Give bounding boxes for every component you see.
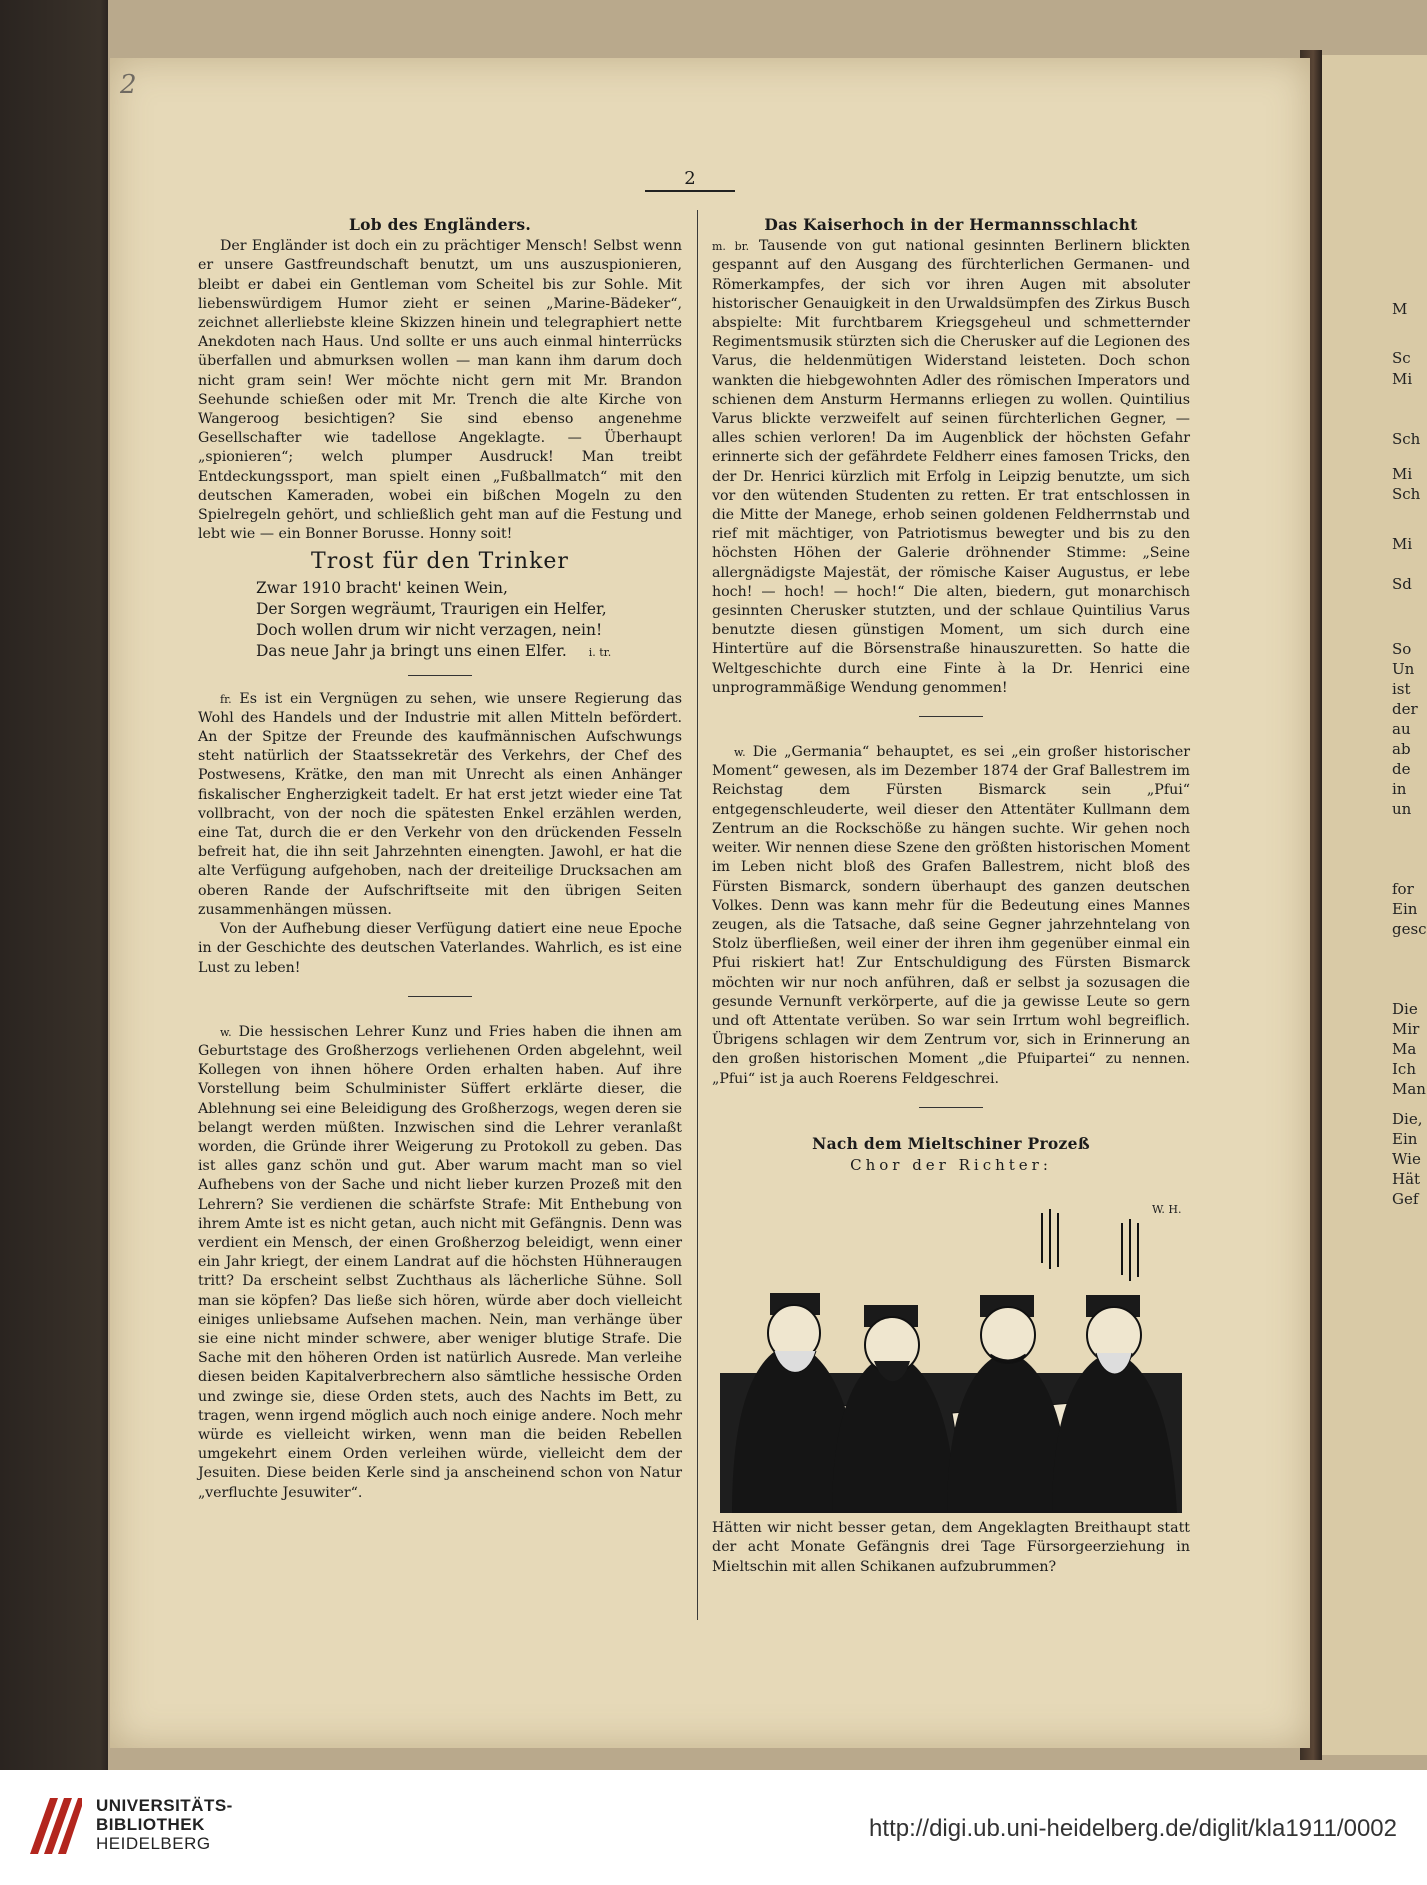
next-page-fragment: der bbox=[1392, 700, 1418, 718]
article-body: Der Engländer ist doch ein zu prächtiger Mensch! Selbst wenn er unsere Gastfreundschaft benutzt, um uns auszuspionieren, bleibt er dabei ein Gentleman vom Scheitel bis zur Sohle. Mit liebenswürdigem Humor zieht er seinen „Marine-Bädeker“, zeichnet allerliebste kleine Skizzen hinein und telegraphiert nette Anekdoten nach Haus. Und sollte er uns auch einmal hinterrücks überfallen und abmurksen wollen — man kann ihm darum doch nicht gram sein! Wer möchte nicht gern mit Mr. Brandon Seehunde schießen oder mit Mr. Trench die alte Kirche von Wangeroog besichtigen? Sie sind ebenso angenehme Gesellschafter wie tadellose Angeklagte. — Überhaupt „spionieren“; welch plumper Ausdruck! Man treibt Entdeckungssport, man spielt einen „Fußballmatch“ mit den deutschen Kameraden, wobei ein bißchen Mogeln zu den Spielregeln gehört, und schließlich geht man auf die Festung und lebt wie — ein Bonner Borusse. Honny soit! bbox=[198, 238, 682, 543]
next-page-fragment: Sch bbox=[1392, 430, 1421, 448]
pencil-page-mark: 2 bbox=[120, 70, 137, 100]
illustration-signature: W. H. bbox=[1152, 1203, 1182, 1217]
source-url-link[interactable]: http://digi.ub.uni-heidelberg.de/diglit/kla1911/0002 bbox=[869, 1815, 1397, 1842]
next-page-fragment: Sd bbox=[1392, 575, 1412, 593]
left-column bbox=[198, 215, 682, 1503]
next-page-fragment: ab bbox=[1392, 740, 1411, 758]
library-logo-icon bbox=[24, 1794, 84, 1858]
article-byline: fr. bbox=[220, 692, 232, 706]
article-paragraph: Die „Germania“ behauptet, es sei „ein großer historischer Moment“ gewesen, als im Dezember 1874 der Graf Ballestrem im Reichstag dem Fürsten Bismarck sein „Pfui“ entgegenschleuderte, weil dieser den Attentäter Kullmann dem Zentrum an die Rockschöße zu hängen suchte. Wir gehen noch weiter. Wir nennen diese Szene den größten historischen Moment im Leben nicht bloß des Grafen Ballestrem, nicht bloß des Fürsten Bismarck, sondern überhaupt des ganzen deutschen Volkes. Denn was kann mehr für die Bedeutung eines Mannes zeugen, als die Tatsache, daß seine Gegner jahrzehntelang von Stolz überfließen, weil einer der ihren ihm gegenüber einmal ein Pfui riskiert hat! Zur Entschuldigung des Fürsten Bismarck möchten wir nur noch anführen, daß er selbst ja sozusagen die gesunde Vernunft verkörperte, auf die ja gewisse Leute so gern und oft Attentate verüben. So war sein Irrtum wohl begreiflich. Übrigens schlagen wir dem Zentrum vor, sich in Erinnerung an den großen historischen Moment „die Pfuipartei“ zu nennen. „Pfui“ ist ja auch Roerens Feldgeschrei. bbox=[712, 744, 1191, 1087]
next-page-fragment: Mi bbox=[1392, 465, 1413, 483]
poem-signature: i. tr. bbox=[588, 645, 612, 659]
next-page-fragment: Mi bbox=[1392, 370, 1413, 388]
next-page-fragment: Gef bbox=[1392, 1190, 1419, 1208]
next-page-fragment: Un bbox=[1392, 660, 1415, 678]
article-paragraph: Die hessischen Lehrer Kunz und Fries haben die ihnen am Geburtstage des Großherzogs verliehenen Orden abgelehnt, weil Kollegen von ihnen höhere Orden erhalten haben. Auf ihre Vorstellung beim Schulminister Süffert erklärte dieser, die Ablehnung sei eine Beleidigung des Großherzogs, wegen deren sie belangt werden müßten. Inzwischen sind die Lehrer veranlaßt worden, die Gründe ihrer Weigerung zu Protokoll zu geben. Das ist alles ganz schön und gut. Aber warum macht man so viel Aufhebens von der Sache und nicht lieber kurzen Prozeß mit den Lehrern? Sie verdienen die schärfste Strafe: Mit Enthebung von ihrem Amte ist es nicht getan, auch nicht mit Gefängnis. Denn was verdient ein Mensch, der einen Großherzog beleidigt, wenn einer ein Jahr kriegt, der einem Landrat auf die höchsten Hühneraugen tritt? Da erscheint selbst Zuchthaus als lächerliche Sühne. Soll man sie köpfen? Das ließe sich hören, würde aber doch vielleicht einiges unliebsame Aufsehen machen. Nein, man verhänge über sie eine nicht minder schwere, aber weniger blutige Strafe. Die Sache mit den höheren Orden ist natürlich Ausrede. Man verleihe diesen beiden Kapitalverbrechern also sämtliche hessische Orden und zwinge sie, diese Orden stets, auch des Nachts im Bett, zu tragen, wenn irgend möglich auch noch einige andere. Noch mehr würde es vielleicht wirken, wenn man die beiden Rebellen umgekehrt einem Orden verleihen würde, vielleicht dem der Jesuiten. Diese beiden Kerle sind ja anscheinend schon von Natur „verfluchte Jesuwiter“. bbox=[198, 1023, 683, 1501]
next-page-fragment: Ma bbox=[1392, 1040, 1417, 1058]
cartoon-illustration bbox=[712, 1183, 1190, 1513]
separator bbox=[919, 716, 983, 717]
next-page-fragment: Ein bbox=[1392, 900, 1418, 918]
separator bbox=[408, 996, 472, 997]
next-page-fragment: gesc bbox=[1392, 920, 1427, 938]
next-page-fragment: Ich bbox=[1392, 1060, 1416, 1078]
poem-title: Trost für den Trinker bbox=[311, 549, 569, 575]
library-logo-text bbox=[96, 1796, 233, 1853]
page-number: 2 bbox=[684, 168, 696, 189]
separator bbox=[408, 675, 472, 676]
article-paragraph: Tausende von gut national gesinnten Berlinern blickten gespannt auf den Ausgang des fürchterlichen Germanen- und Römerkampfes, der sich vor ihren Augen mit absoluter historischer Genauigkeit in den Urwaldsümpfen des Zirkus Busch abspielte: Mit furchtbarem Kriegsgeheul und schmetternder Regimentsmusik stürzten sich die Cherusker auf die Legionen des Varus, die heldenmütigen Widerstand leisteten. Doch schon wankten die hiebgewohnten Adler des römischen Imperators und schienen dem Ansturm Hermanns erliegen zu wollen. Quintilius Varus blickte verzweifelt auf seinen fürchterlichen Gegner, — alles schien verloren! Da im Augenblick der höchsten Gefahr erinnerte sich der gefährdete Feldherr eines famosen Tricks, den der Dr. Henrici kürzlich mit Erfolg in Leipzig benutzte, um sich vor den wütenden Studenten zu retten. Er trat entschlossen in die Mitte der Manege, erhob seinen goldenen Feldherrnstab und rief mit mächtiger, von Patriotismus bewegter und bis zu den höchsten Höhen der Galerie dröhnender Stimme: „Seine allergnädigste Majestät, der römische Kaiser Augustus, er lebe hoch! — hoch! — hoch!“ Die alten, biedern, gut monarchisch gesinnten Cherusker stutzten, und der schlaue Quintilius Varus benutzte diesen günstigen Moment, um sich durch eine Hintertüre auf die Börsenstraße hinauszuretten. So hatte die Weltgeschichte durch eine Finte à la Dr. Henrici eine unprogrammäßige Wendung genommen! bbox=[712, 238, 1190, 696]
right-column bbox=[712, 215, 1190, 1577]
next-page-fragment: un bbox=[1392, 800, 1412, 818]
logo-line: UNIVERSITÄTS- bbox=[96, 1796, 233, 1815]
next-page-fragment: Hät bbox=[1392, 1170, 1421, 1188]
column-divider bbox=[697, 210, 698, 1620]
article-body bbox=[198, 1023, 682, 1503]
cartoon-caption: Hätten wir nicht besser getan, dem Angeklagten Breithaupt statt der acht Monate Gefängnis drei Tage Fürsorgeerziehung in Mieltschin mit allen Schikanen aufzubrummen? bbox=[712, 1520, 1190, 1575]
article-title: Lob des Engländers. bbox=[348, 215, 532, 234]
article-body bbox=[198, 690, 682, 920]
poem-line: Doch wollen drum wir nicht verzagen, nein! bbox=[256, 620, 603, 639]
poem-line-text: Das neue Jahr ja bringt uns einen Elfer. bbox=[256, 641, 567, 660]
article-title: Nach dem Mieltschiner Prozeß bbox=[812, 1133, 1090, 1153]
article-body bbox=[712, 743, 1190, 1089]
cartoon-motion-lines bbox=[1042, 1209, 1138, 1281]
article-body bbox=[712, 237, 1190, 698]
poem-line bbox=[256, 641, 682, 663]
article-paragraph: Es ist ein Vergnügen zu sehen, wie unsere Regierung das Wohl des Handels und der Industrie mit allen Mitteln befördert. An der Spitze der Freunde des kaufmännischen Aufschwungs steht natürlich der Staatssekretär des Verkehrs, der Chef des Postwesens, Krätke, den man mit Unrecht als einen Anhänger fiskalischer Engherzigkeit tadelt. Er hat erst jetzt wieder eine Tat vollbracht, von der noch die spätesten Enkel erzählen werden, eine Tat, durch die er den Verkehr von den drückenden Fesseln befreit hat, die ihn seit Jahrzehnten einengten. Jawohl, er hat die alte Verfügung aufgehoben, nach der dreiteilige Drucksachen am oberen Rande der Aufschriftseite mit den übrigen Seiten zusammenhängen müssen. bbox=[198, 690, 682, 918]
next-page-fragment: ist bbox=[1392, 680, 1411, 698]
logo-line: BIBLIOTHEK bbox=[96, 1815, 205, 1834]
article-byline: m. br. bbox=[712, 240, 750, 254]
next-page-fragment: for bbox=[1392, 880, 1414, 898]
article-byline: w. bbox=[734, 746, 746, 760]
poem-line: Zwar 1910 bracht' keinen Wein, bbox=[256, 578, 508, 597]
next-page-fragment: Die bbox=[1392, 1000, 1418, 1018]
article-title: Das Kaiserhoch in der Hermannsschlacht bbox=[764, 215, 1138, 234]
next-page-fragment: Ein bbox=[1392, 1130, 1418, 1148]
next-page-fragment: Man bbox=[1392, 1080, 1426, 1098]
next-page-fragment: Mir bbox=[1392, 1020, 1420, 1038]
next-page-fragment: Sch bbox=[1392, 485, 1421, 503]
cartoon-judge bbox=[832, 1305, 957, 1513]
article-subtitle: Chor der Richter: bbox=[850, 1155, 1052, 1174]
poem bbox=[256, 578, 682, 663]
next-page-fragment: de bbox=[1392, 760, 1411, 778]
next-page-fragment: M bbox=[1392, 300, 1408, 318]
next-page-fragment: Die, bbox=[1392, 1110, 1423, 1128]
next-page-fragment: au bbox=[1392, 720, 1411, 738]
poem-line: Der Sorgen wegräumt, Traurigen ein Helfer, bbox=[256, 599, 607, 618]
next-page-fragment: So bbox=[1392, 640, 1412, 658]
next-page-fragment: Mi bbox=[1392, 535, 1413, 553]
article-byline: w. bbox=[220, 1025, 232, 1039]
cartoon-svg bbox=[712, 1183, 1190, 1513]
article-paragraph: Von der Aufhebung dieser Verfügung datiert eine neue Epoche in der Geschichte des deutschen Vaterlandes. Wahrlich, es ist eine Lust zu leben! bbox=[198, 921, 682, 976]
next-page-fragment: Wie bbox=[1392, 1150, 1421, 1168]
logo-line: HEIDELBERG bbox=[96, 1834, 211, 1853]
next-page-fragment: in bbox=[1392, 780, 1407, 798]
page-number-rule bbox=[645, 190, 735, 192]
separator bbox=[919, 1107, 983, 1108]
next-page-fragment: Sc bbox=[1392, 349, 1411, 367]
